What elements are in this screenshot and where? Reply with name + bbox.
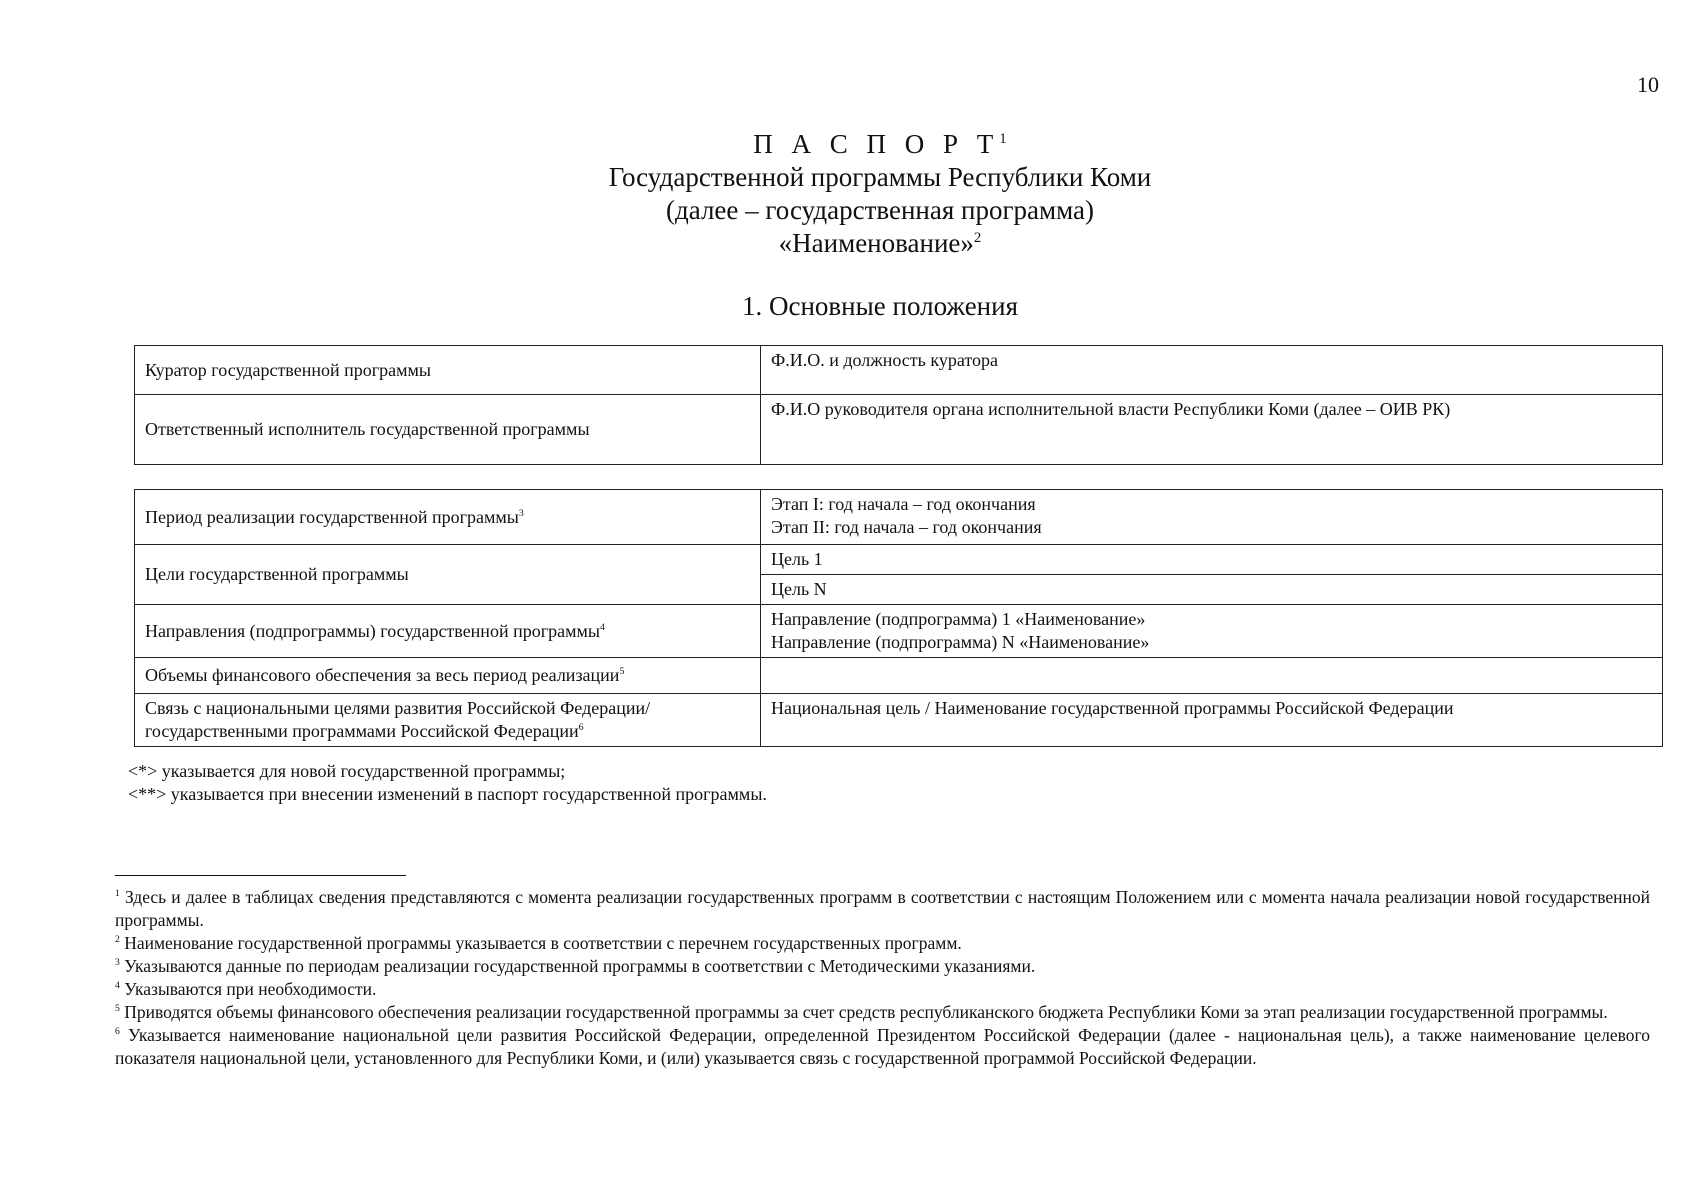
footnote-mark: 3	[115, 957, 120, 969]
footnote-text: Указывается наименование национальной цели развития Российской Федерации, определенной Президентом Российской Федерации (далее - национальная цель), а также наименование целевого показателя национальной цели, установленного для Республики Коми, и (или) указывается связь с государственной программой Российской Федерации.	[115, 1025, 1650, 1068]
stage-1: Этап I: год начала – год окончания	[771, 494, 1036, 514]
program-name: «Наименование»	[778, 228, 974, 258]
goal-n: Цель N	[761, 575, 1663, 605]
footnote-mark: 4	[115, 980, 120, 992]
link-label-line-2-wrap	[145, 720, 750, 743]
footnote-mark: 2	[115, 934, 120, 946]
link-value: Национальная цель / Наименование государственной программы Российской Федерации	[761, 694, 1663, 747]
program-name-line	[0, 227, 1697, 260]
directions-value	[761, 605, 1663, 658]
footnote-1	[115, 886, 1650, 932]
goals-label: Цели государственной программы	[135, 545, 761, 605]
table-row	[135, 658, 1663, 694]
footnote-text: Наименование государственной программы указывается в соответствии с перечнем государственных программ.	[124, 933, 962, 953]
program-alias-line: (далее – государственная программа)	[666, 195, 1094, 225]
footnote-ref-6[interactable]: 6	[578, 722, 584, 733]
footnote-ref-2[interactable]: 2	[973, 230, 982, 246]
table-row	[135, 490, 1663, 545]
footnote-text: Здесь и далее в таблицах сведения представляются с момента реализации государственных программ в соответствии с настоящим Положением или с момента начала реализации новой государственной программы.	[115, 887, 1650, 930]
footnote-3	[115, 955, 1650, 978]
footnote-4	[115, 978, 1650, 1001]
direction-1: Направление (подпрограмма) 1 «Наименование»	[771, 609, 1146, 629]
table-row	[135, 346, 1663, 395]
finance-label	[135, 658, 761, 694]
footnotes	[115, 886, 1650, 1070]
note-amendment: <**> указывается при внесении изменений в паспорт государственной программы.	[128, 784, 767, 804]
footnote-2	[115, 932, 1650, 955]
footnote-mark: 5	[115, 1003, 120, 1015]
table-row	[135, 545, 1663, 575]
curator-value: Ф.И.О. и должность куратора	[761, 346, 1663, 395]
goal-1: Цель 1	[761, 545, 1663, 575]
period-label-text: Период реализации государственной программы	[145, 506, 519, 527]
table-row	[135, 605, 1663, 658]
table-row	[135, 395, 1663, 465]
footnote-text: Указываются данные по периодам реализации государственной программы в соответствии с Методическими указаниями.	[124, 956, 1036, 976]
footnote-5	[115, 1001, 1650, 1024]
executor-value: Ф.И.О руководителя органа исполнительной власти Республики Коми (далее – ОИВ РК)	[761, 395, 1663, 465]
program-line: Государственной программы Республики Коми	[608, 162, 1152, 192]
program-details-table	[134, 489, 1663, 747]
footnote-divider	[115, 875, 406, 876]
footnote-mark: 6	[115, 1026, 120, 1038]
directions-label	[135, 605, 761, 658]
footnote-ref-1[interactable]: 1	[999, 131, 1007, 147]
footnote-text: Указываются при необходимости.	[124, 979, 377, 999]
footnote-ref-4[interactable]: 4	[599, 621, 605, 633]
footnote-mark: 1	[115, 888, 120, 900]
table-row	[135, 694, 1663, 747]
notes	[128, 760, 767, 806]
link-label-line-1: Связь с национальными целями развития Российской Федерации/	[145, 698, 651, 718]
footnote-6	[115, 1024, 1650, 1070]
directions-label-text: Направления (подпрограммы) государственной программы	[145, 620, 600, 641]
footnote-ref-5[interactable]: 5	[619, 666, 625, 677]
direction-n: Направление (подпрограмма) N «Наименование»	[771, 632, 1150, 652]
document-title	[0, 128, 1697, 161]
finance-value	[761, 658, 1663, 694]
link-label-line-2: государственными программами Российской Федерации	[145, 721, 579, 741]
note-new-program: <*> указывается для новой государственной программы;	[128, 761, 566, 781]
footnote-ref-3[interactable]: 3	[518, 507, 524, 519]
executor-label: Ответственный исполнитель государственной программы	[135, 395, 761, 465]
page-number: 10	[1637, 72, 1659, 97]
basic-info-table	[134, 345, 1663, 465]
document-header	[0, 128, 1697, 260]
period-label	[135, 490, 761, 545]
period-value	[761, 490, 1663, 545]
curator-label: Куратор государственной программы	[135, 346, 761, 395]
finance-label-text: Объемы финансового обеспечения за весь период реализации	[145, 665, 620, 685]
stage-2: Этап II: год начала – год окончания	[771, 517, 1042, 537]
footnote-text: Приводятся объемы финансового обеспечения реализации государственной программы за счет средств республиканского бюджета Республики Коми за этап реализации государственной программы.	[124, 1002, 1608, 1022]
title-text: П А С П О Р Т	[753, 129, 1000, 159]
section-title: 1. Основные положения	[742, 291, 1018, 321]
link-label	[135, 694, 761, 747]
